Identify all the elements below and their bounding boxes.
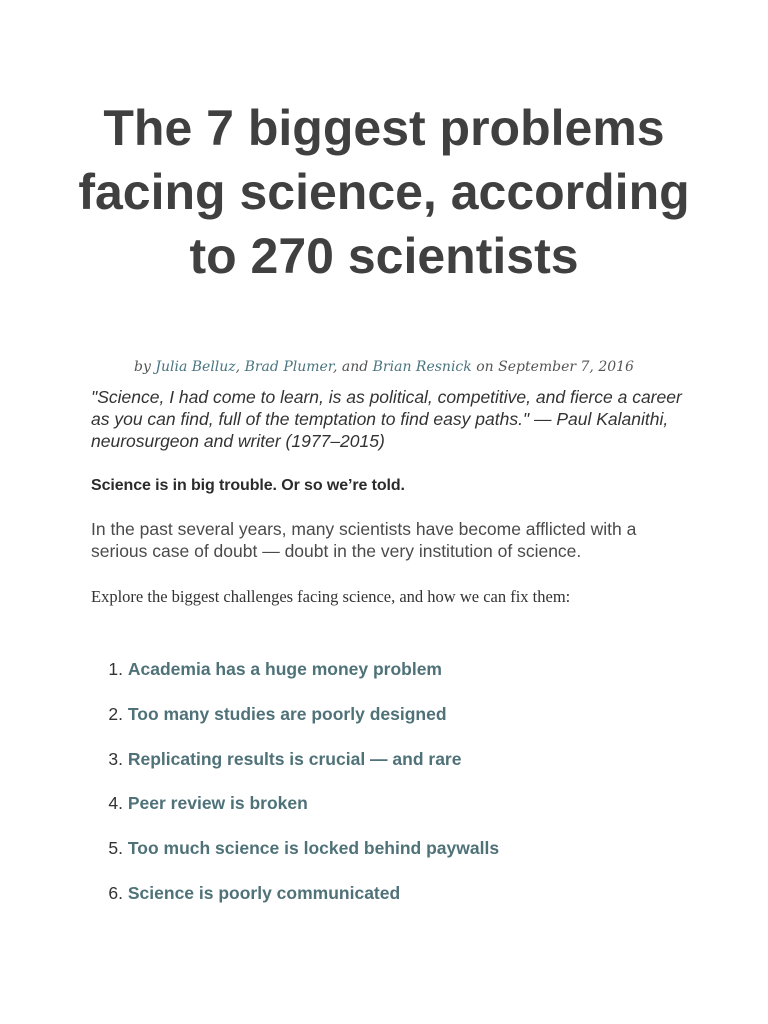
explore-prompt: Explore the biggest challenges facing science, and how we can fix them: [91, 587, 571, 606]
challenge-list [91, 656, 691, 925]
list-item [91, 701, 691, 746]
publish-date: September 7, 2016 [498, 359, 634, 375]
author-link-julia-belluz[interactable]: Julia Belluz [155, 359, 236, 375]
list-item-number: 4. [108, 793, 123, 814]
challenge-link-communication[interactable]: Science is poorly communicated [127, 882, 401, 903]
list-item [91, 656, 691, 701]
challenge-link-replication[interactable]: Replicating results is crucial — and rare [127, 748, 462, 769]
list-item [91, 746, 691, 791]
lead-sentence: Science is in big trouble. Or so we’re told. [91, 477, 405, 494]
intro-paragraph: In the past several years, many scientists have become afflicted with a serious case of doubt — doubt in the very institution of science. [91, 519, 637, 561]
list-item-number: 3. [108, 748, 123, 769]
list-item-number: 6. [108, 882, 123, 903]
byline-separator: , [235, 359, 245, 375]
author-link-brian-resnick[interactable]: Brian Resnick [372, 359, 472, 375]
list-item [91, 880, 691, 925]
challenge-link-peer-review[interactable]: Peer review is broken [127, 793, 308, 814]
challenge-link-study-design[interactable]: Too many studies are poorly designed [127, 703, 447, 724]
list-item-number: 1. [108, 659, 123, 679]
list-item [91, 790, 691, 835]
byline [60, 356, 708, 378]
article-title: The 7 biggest problems facing science, according to 270 scientists [78, 100, 690, 284]
list-item [91, 835, 691, 880]
byline-prefix: by [134, 359, 156, 375]
byline-separator: , and [332, 359, 373, 375]
author-link-brad-plumer[interactable]: Brad Plumer [244, 359, 333, 375]
list-item-number: 5. [108, 838, 123, 859]
challenge-link-money[interactable]: Academia has a huge money problem [127, 659, 442, 679]
byline-date-prefix: on [471, 359, 499, 375]
list-item-number: 2. [108, 703, 123, 724]
challenge-link-paywalls[interactable]: Too much science is locked behind paywalls [127, 838, 500, 859]
pull-quote: "Science, I had come to learn, is as political, competitive, and fierce a career as you can find, full of the temptation to find easy paths." — Paul Kalanithi, neurosurgeon and writer (1977–2015) [91, 387, 682, 451]
